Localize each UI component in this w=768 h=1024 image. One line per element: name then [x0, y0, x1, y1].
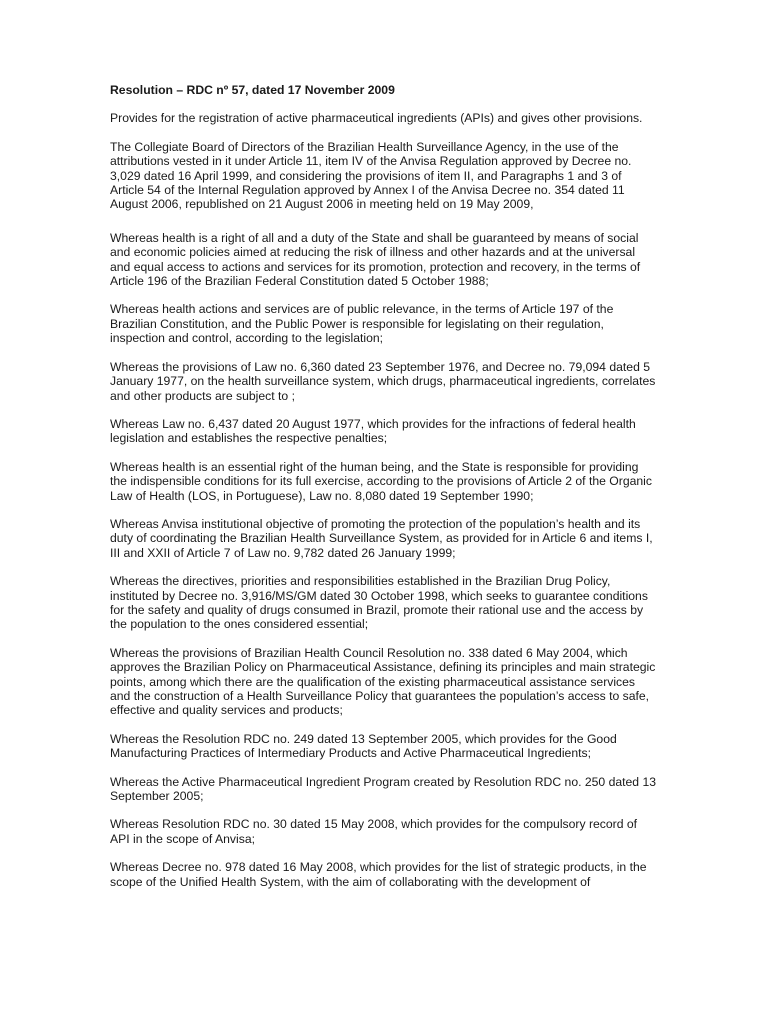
- paragraph-provides: Provides for the registration of active pharmaceutical ingredients (APIs) and gives other provisions.: [110, 111, 643, 126]
- document-body: [110, 83, 658, 903]
- paragraph-whereas-essential-right: Whereas health is an essential right of the human being, and the State is responsible for providing the indispensible conditions for its full exercise, according to the provisions of Article 2 of the Organic Law of Health (LOS, in Portuguese), Law no. 8,080 dated 19 September 1990;: [110, 459, 652, 503]
- paragraph-whereas-rdc-249: Whereas the Resolution RDC no. 249 dated 13 September 2005, which provides for the Good Manufacturing Practices of Intermediary Products and Active Pharmaceutical Ingredients;: [110, 731, 617, 761]
- paragraph-collegiate-board: The Collegiate Board of Directors of the Brazilian Health Surveillance Agency, in the use of the attributions vested in it under Article 11, item IV of the Anvisa Regulation approved by Decree no. 3,029 dated 16 April 1999, and considering the provisions of item II, and Paragraphs 1 and 3 of Article 54 of the Internal Regulation approved by Annex I of the Anvisa Decree no. 354 dated 11 August 2006, republished on 21 August 2006 in meeting held on 19 May 2009,: [110, 139, 632, 212]
- paragraph-whereas-rdc-30: Whereas Resolution RDC no. 30 dated 15 May 2008, which provides for the compulsory record of API in the scope of Anvisa;: [110, 817, 638, 846]
- paragraph-whereas-health-council: Whereas the provisions of Brazilian Health Council Resolution no. 338 dated 6 May 2004, which approves the Brazilian Policy on Pharmaceutical Assistance, defining its principles and main strategic points, among which there are the qualification of the existing pharmaceutical assistance services and the construction of a Health Surveillance Policy that guarantees the population’s access to safe, effective and quality services and products;: [110, 645, 656, 718]
- paragraph-whereas-public-relevance: Whereas health actions and services are of public relevance, in the terms of Article 197 of the Brazilian Constitution, and the Public Power is responsible for legislating on their regulation, inspection and control, according to the legislation;: [110, 302, 614, 346]
- paragraph-whereas-anvisa-objective: Whereas Anvisa institutional objective of promoting the protection of the population’s health and its duty of coordinating the Brazilian Health Surveillance System, as provided for in Article 6 and items I, III and XXII of Article 7 of Law no. 9,782 dated 26 January 1999;: [110, 516, 653, 560]
- paragraph-whereas-api-program: Whereas the Active Pharmaceutical Ingredient Program created by Resolution RDC no. 250 dated 13 September 2005;: [110, 774, 657, 804]
- resolution-title: Resolution – RDC nº 57, dated 17 November 2009: [110, 83, 395, 97]
- paragraph-whereas-health-right: Whereas health is a right of all and a duty of the State and shall be guaranteed by means of social and economic policies aimed at reducing the risk of illness and other hazards and at the universal and equal access to actions and services for its promotion, protection and recovery, in the terms of Article 196 of the Brazilian Federal Constitution dated 5 October 1988;: [110, 230, 641, 289]
- paragraph-whereas-law-6437: Whereas Law no. 6,437 dated 20 August 1977, which provides for the infractions of federal health legislation and establishes the respective penalties;: [110, 416, 636, 446]
- paragraph-whereas-drug-policy: Whereas the directives, priorities and responsibilities established in the Brazilian Drug Policy, instituted by Decree no. 3,916/MS/GM dated 30 October 1998, which seeks to guarantee conditions for the safety and quality of drugs consumed in Brazil, promote their rational use and the access by the population to the ones considered essential;: [110, 574, 648, 632]
- paragraph-whereas-decree-978: Whereas Decree no. 978 dated 16 May 2008, which provides for the list of strategic products, in the scope of the Unified Health System, with the aim of collaborating with the development of: [110, 860, 647, 889]
- paragraph-whereas-law-6360: Whereas the provisions of Law no. 6,360 dated 23 September 1976, and Decree no. 79,094 dated 5 January 1977, on the health surveillance system, which drugs, pharmaceutical ingredients, correlates and other products are subject to ;: [110, 359, 656, 403]
